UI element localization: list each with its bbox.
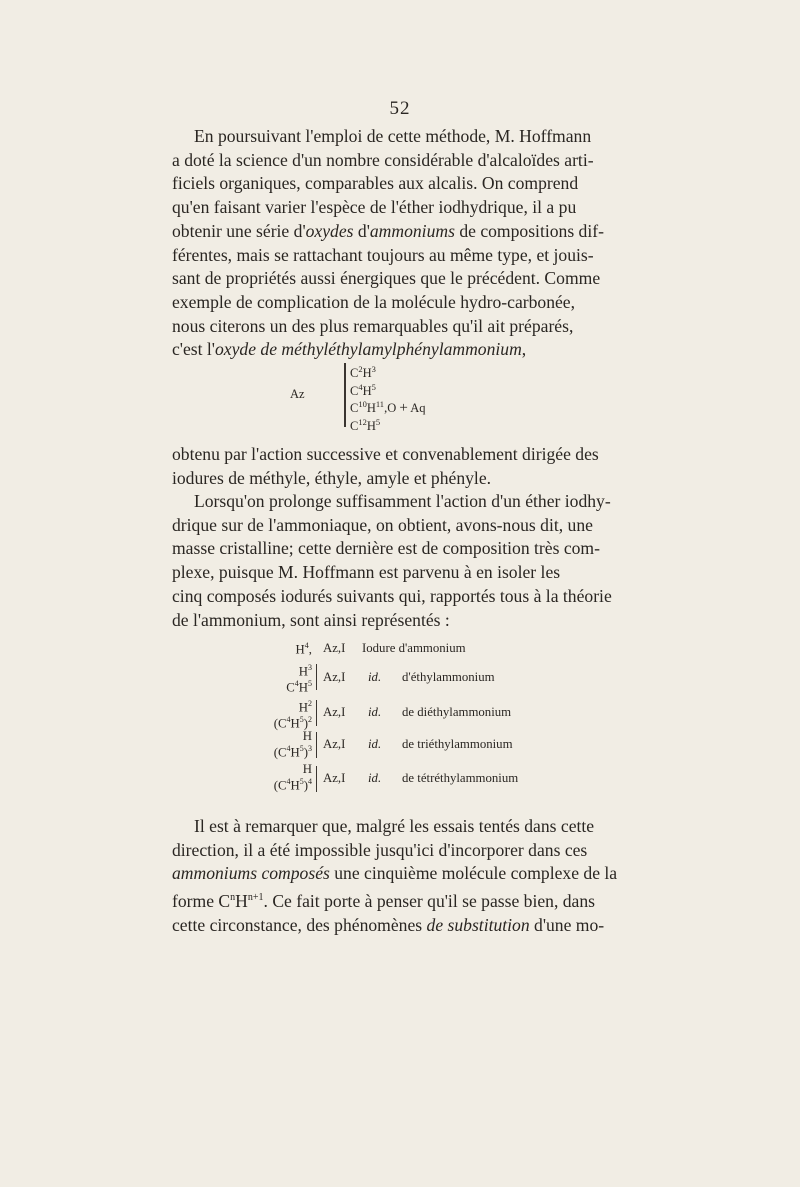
formula-az: Az bbox=[290, 387, 305, 401]
text-line: plexe, puisque M. Hoffmann est parvenu à en isoler les bbox=[172, 562, 561, 583]
formula-line: $C^{10}H^{11},O + Aq$ bbox=[350, 399, 426, 417]
emphasis: de substitution bbox=[426, 914, 530, 935]
formula-brace bbox=[316, 700, 317, 726]
iodide-row bbox=[250, 696, 630, 730]
iodides-table bbox=[250, 640, 630, 798]
formula-left: $H^3$ $C^4H^5$ bbox=[286, 663, 312, 695]
formula-line: $C^4H^5$ bbox=[350, 381, 376, 398]
text-line: direction, il a été impossible jusqu'ici d'incorporer dans ces bbox=[172, 839, 588, 860]
formula-line: $C^{12}H^5$ bbox=[350, 416, 381, 434]
text-line: a doté la science d'un nombre considérable d'alcaloïdes arti- bbox=[172, 149, 594, 170]
iodide-row bbox=[250, 640, 630, 662]
text-line: cette circonstance, des phénomènes de substitution d'une mo- bbox=[172, 914, 605, 935]
paragraph-iodides-intro bbox=[172, 490, 624, 632]
paragraph-hoffmann-method bbox=[172, 125, 624, 362]
emphasis: oxyde de méthyléthylamylphénylammonium bbox=[214, 339, 522, 360]
emphasis: oxydes bbox=[305, 220, 354, 241]
idem-abbrev: id. bbox=[368, 705, 382, 719]
compound-name: de diéthylammonium bbox=[402, 705, 512, 719]
formula-az: Az,I bbox=[323, 771, 346, 785]
iodide-row bbox=[250, 764, 630, 798]
text-line: obtenir une série d'oxydes d'ammoniums de compositions dif- bbox=[172, 220, 604, 241]
formula-lines bbox=[350, 363, 426, 434]
text-line: sant de propriétés aussi énergiques que le précédent. Comme bbox=[172, 268, 601, 289]
formula-left: H $(C^4H^5)^3$ bbox=[273, 729, 312, 759]
formula-left: $H^4$, bbox=[295, 641, 312, 657]
formula-line: $C^2H^3$ bbox=[350, 364, 376, 381]
formula-brace bbox=[344, 363, 346, 427]
text-line: c'est l'oxyde de méthyléthylamylphénylammonium, bbox=[172, 339, 527, 360]
text-line: férentes, mais se rattachant toujours au même type, et jouis- bbox=[172, 244, 594, 265]
compound-name: Iodure d'ammonium bbox=[362, 641, 466, 655]
idem-abbrev: id. bbox=[368, 771, 382, 785]
paragraph-substitution bbox=[172, 815, 624, 937]
compound-name: de triéthylammonium bbox=[402, 737, 513, 751]
text-line: iodures de méthyle, éthyle, amyle et phényle. bbox=[172, 467, 492, 488]
text-line: masse cristalline; cette dernière est de composition très com- bbox=[172, 538, 600, 559]
text-line: de l'ammonium, sont ainsi représentés : bbox=[172, 609, 450, 630]
text-line: cinq composés iodurés suivants qui, rapportés tous à la théorie bbox=[172, 585, 612, 606]
compound-name: de tétréthylammonium bbox=[402, 771, 519, 785]
text-line: obtenu par l'action successive et convenablement dirigée des bbox=[172, 444, 599, 464]
iodide-row bbox=[250, 730, 630, 764]
formula-brace bbox=[316, 732, 317, 758]
text-line: nous citerons un des plus remarquables qu'il ait préparés, bbox=[172, 315, 574, 336]
text-line: Lorsqu'on prolonge suffisamment l'action d'un éther iodhy- bbox=[194, 491, 611, 511]
text-line: exemple de complication de la molécule hydro-carbonée, bbox=[172, 291, 576, 312]
formula-az: Az,I bbox=[323, 737, 346, 751]
formula-brace bbox=[316, 664, 317, 690]
text-line: ficiels organiques, comparables aux alcalis. On comprend bbox=[172, 173, 579, 194]
formula-left: $H^2$ $(C^4H^5)^2$ bbox=[273, 699, 312, 731]
paragraph-obtained bbox=[172, 443, 624, 490]
formula-brace bbox=[316, 766, 317, 792]
text-line: En poursuivant l'emploi de cette méthode, M. Hoffmann bbox=[194, 126, 592, 146]
formula-az: Az,I bbox=[323, 670, 346, 684]
chemical-formula bbox=[290, 363, 490, 434]
compound-name: d'éthylammonium bbox=[402, 670, 495, 684]
text-line: ammoniums composés une cinquième molécule complexe de la bbox=[172, 863, 618, 884]
formula-az: Az,I bbox=[323, 641, 346, 655]
text-line: Il est à remarquer que, malgré les essais tentés dans cette bbox=[194, 816, 595, 836]
text-line: drique sur de l'ammoniaque, on obtient, avons-nous dit, une bbox=[172, 514, 593, 535]
emphasis: ammoniums composés bbox=[172, 863, 330, 884]
text-line: forme $C^nH^{n+1}$. Ce fait porte à penser qu'il se passe bien, dans bbox=[172, 890, 596, 911]
idem-abbrev: id. bbox=[368, 737, 382, 751]
iodide-row bbox=[250, 662, 630, 696]
formula-left: H $(C^4H^5)^4$ bbox=[273, 762, 312, 792]
text-line: qu'en faisant varier l'espèce de l'éther iodhydrique, il a pu bbox=[172, 197, 577, 218]
page-number: 52 bbox=[389, 98, 411, 119]
formula-az: Az,I bbox=[323, 705, 346, 719]
idem-abbrev: id. bbox=[368, 670, 382, 684]
emphasis: ammoniums bbox=[369, 220, 455, 241]
